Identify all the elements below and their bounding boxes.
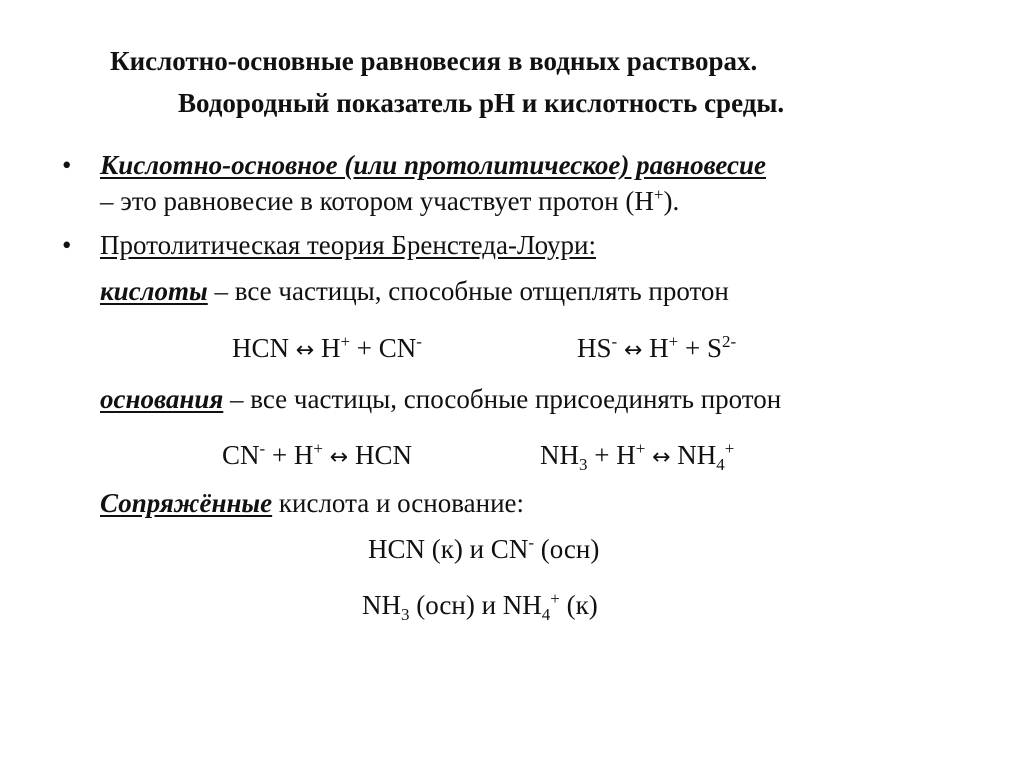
bullet-1-definition bbox=[100, 186, 679, 217]
double-arrow-icon: ↔ bbox=[329, 445, 349, 470]
title-line-1: Кислотно-основные равновесия в водных растворах. bbox=[110, 46, 758, 76]
double-arrow-icon: ↔ bbox=[623, 338, 643, 363]
conjugate-line bbox=[100, 488, 524, 519]
double-arrow-icon: ↔ bbox=[295, 338, 315, 363]
conjugate-pair-hcn: HCN (к) и CN- (осн) bbox=[368, 533, 600, 564]
conjugate-term: Сопряжённые bbox=[100, 488, 273, 518]
bullet-1-term bbox=[100, 150, 766, 181]
equation-nh3-protonation: $NH_3 + H^+$ ↔ $NH_4^+$ bbox=[540, 439, 735, 474]
title-line-2: Водородный показатель pH и кислотность среды. bbox=[178, 88, 785, 118]
protolytic-equilibrium-term: Кислотно-основное (или протолитическое) равновесие bbox=[100, 150, 766, 180]
definition-suffix: ). bbox=[663, 186, 680, 216]
acids-term: кислоты bbox=[100, 276, 208, 306]
double-arrow-icon: ↔ bbox=[652, 445, 671, 470]
definition-sup: + bbox=[653, 185, 664, 204]
equation-cn-protonation: CN- + H+ ↔ HCN bbox=[222, 439, 412, 470]
bronsted-lowry-heading: Протолитическая теория Бренстеда-Лоури: bbox=[100, 230, 597, 260]
equation-hs-dissociation: HS- ↔ $H^+ + S^{2-}$ bbox=[577, 332, 737, 363]
conjugate-description: кислота и основание: bbox=[272, 488, 525, 518]
bases-term: основания bbox=[100, 384, 224, 414]
acids-description: – все частицы, способные отщеплять протон bbox=[207, 276, 729, 306]
equation-hcn-dissociation: HCN ↔ H+ + CN- bbox=[232, 332, 422, 363]
conjugate-pair-nh3: $NH_3$ (осн) и $NH_4^+$ (к) bbox=[362, 589, 598, 624]
bullet-dot-1: • bbox=[62, 150, 72, 180]
bases-line bbox=[100, 384, 781, 415]
bullet-dot-2: • bbox=[62, 230, 72, 260]
definition-text: – это равновесие в котором участвует протон (H bbox=[100, 186, 654, 216]
bases-description: – все частицы, способные присоединять протон bbox=[223, 384, 782, 414]
acids-line bbox=[100, 276, 729, 307]
